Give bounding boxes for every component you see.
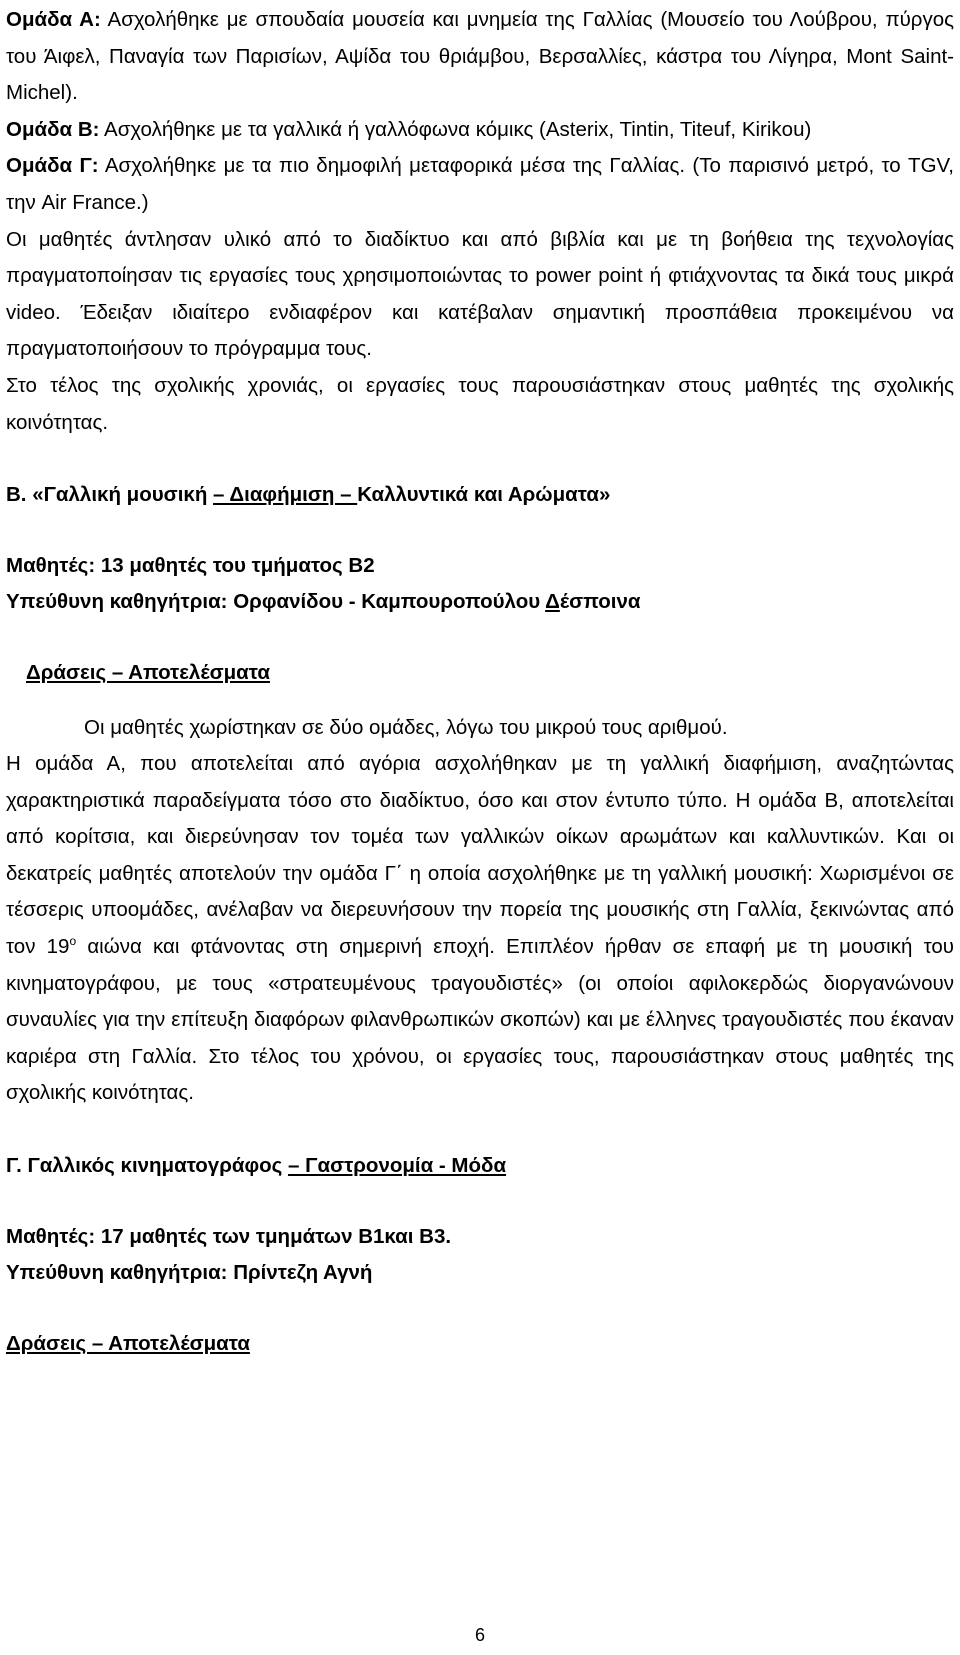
section-b-body-part1: Η ομάδα Α, που αποτελείται από αγόρια ασχολήθηκαν με τη γαλλική διαφήμιση, αναζητώντας χαρακτηριστικά παραδείγματα τόσο στο διαδίκτυο, όσο και στον έντυπο τύπο. Η ομάδα Β, αποτελείται από κορίτσια, και διερεύνησαν τον τομέα των γαλλικών οίκων αρωμάτων και καλλυντικών. Και οι δεκατρείς μαθητές αποτελούν την ομάδα Γ΄ η οποία ασχολήθηκε με τη γαλλική μουσική: Χωρισμένοι σε τέσσερις υποομάδες, ανέλαβαν να διερευνήσουν την πορεία της μουσικής στη Γαλλία, ξεκινώντας από τον 19 bbox=[6, 752, 954, 959]
section-b-actions-heading: Δράσεις – Αποτελέσματα bbox=[26, 660, 270, 684]
spacer bbox=[6, 514, 954, 548]
section-c-title bbox=[6, 1148, 954, 1185]
spacer bbox=[6, 621, 954, 655]
group-a-paragraph bbox=[6, 2, 954, 112]
section-c-title-rest: – Γαστρονομία - Μόδα bbox=[288, 1154, 507, 1178]
section-b-title-underlined: – Διαφήμιση – bbox=[213, 483, 358, 507]
page-number: 6 bbox=[474, 1625, 485, 1645]
section-b-intro: Οι μαθητές χωρίστηκαν σε δύο ομάδες, λόγω του μικρού τους αριθμού. bbox=[84, 715, 728, 739]
spacer bbox=[6, 692, 954, 710]
section-b-teacher-underlined: Δ bbox=[545, 590, 560, 614]
section-c-title-prefix: Γ. Γαλλικός κινηματογράφος bbox=[6, 1154, 289, 1178]
section-c-teacher: Υπεύθυνη καθηγήτρια: Πρίντεζη Αγνή bbox=[6, 1261, 373, 1285]
group-c-label: Ομάδα Γ: bbox=[6, 154, 99, 178]
students-paragraph: Οι μαθητές άντλησαν υλικό από το διαδίκτυο και από βιβλία και με τη βοήθεια της τεχνολογίας πραγματοποίησαν τις εργασίες τους χρησιμοποιώντας το power point ή φτιάχνοντας τα δικά τους μικρά video. Έδειξαν ιδιαίτερο ενδιαφέρον και κατέβαλαν σημαντική προσπάθεια προκειμένου να πραγματοποιήσουν το πρόγραμμα τους. bbox=[6, 227, 954, 361]
group-a-label: Ομάδα Α: bbox=[6, 8, 101, 31]
section-b-students: Μαθητές: 13 μαθητές του τμήματος Β2 bbox=[6, 553, 375, 577]
section-b-title bbox=[6, 477, 954, 514]
group-c-text: Ασχολήθηκε με τα πιο δημοφιλή μεταφορικά μέσα της Γαλλίας. (Το παρισινό μετρό, το TGV, την Air France.) bbox=[6, 154, 954, 214]
section-b-body-superscript: ο bbox=[69, 934, 77, 949]
section-b-teacher-suffix: έσποινα bbox=[559, 590, 641, 614]
section-b-body bbox=[6, 746, 954, 1112]
group-b-text: Ασχολήθηκε με τα γαλλικά ή γαλλόφωνα κόμικς (Asterix, Tintin, Titeuf, Kirikou) bbox=[99, 117, 812, 141]
document-page bbox=[6, 2, 954, 1652]
spacer bbox=[6, 1112, 954, 1148]
section-b-body-part2: αιώνα και φτάνοντας στη σημερινή εποχή. Επιπλέον ήρθαν σε επαφή με τη μουσική του κινηματογράφου, με τους «στρατευμένους τραγουδιστές» (οι οποίοι αφιλοκερδώς διοργανώνουν συναυλίες για την επίτευξη διαφόρων φιλανθρωπικών σκοπών) και με έλληνες τραγουδιστές που έκαναν καριέρα στη Γαλλία. Στο τέλος του χρόνου, οι εργασίες τους, παρουσιάστηκαν στους μαθητές της σχολικής κοινότητας. bbox=[6, 935, 954, 1105]
presentation-paragraph: Στο τέλος της σχολικής χρονιάς, οι εργασίες τους παρουσιάστηκαν στους μαθητές της σχολικής κοινότητας. bbox=[6, 373, 954, 434]
spacer bbox=[6, 1185, 954, 1219]
spacer bbox=[6, 441, 954, 477]
section-c-students: Μαθητές: 17 μαθητές των τμημάτων Β1και Β3. bbox=[6, 1224, 452, 1248]
section-c-actions-heading: Δράσεις – Αποτελέσματα bbox=[6, 1331, 250, 1355]
section-b-teacher bbox=[6, 584, 954, 621]
section-b-title-prefix: Β. «Γαλλική μουσική bbox=[6, 483, 214, 507]
section-b-teacher-prefix: Υπεύθυνη καθηγήτρια: Ορφανίδου - Καμπουροπούλου bbox=[6, 590, 546, 614]
group-b-paragraph bbox=[6, 112, 954, 149]
group-c-paragraph bbox=[6, 148, 954, 221]
group-a-text: Ασχολήθηκε με σπουδαία μουσεία και μνημεία της Γαλλίας (Μουσείο του Λούβρου, πύργος του Άιφελ, Παναγία των Παρισίων, Αψίδα του θριάμβου, Βερσαλλίες, κάστρα του Λίγηρα, Mont Saint-Michel). bbox=[6, 8, 954, 105]
spacer bbox=[6, 1292, 954, 1326]
section-b-title-suffix: Καλλυντικά και Αρώματα» bbox=[357, 483, 611, 507]
group-b-label: Ομάδα Β: bbox=[6, 117, 100, 141]
